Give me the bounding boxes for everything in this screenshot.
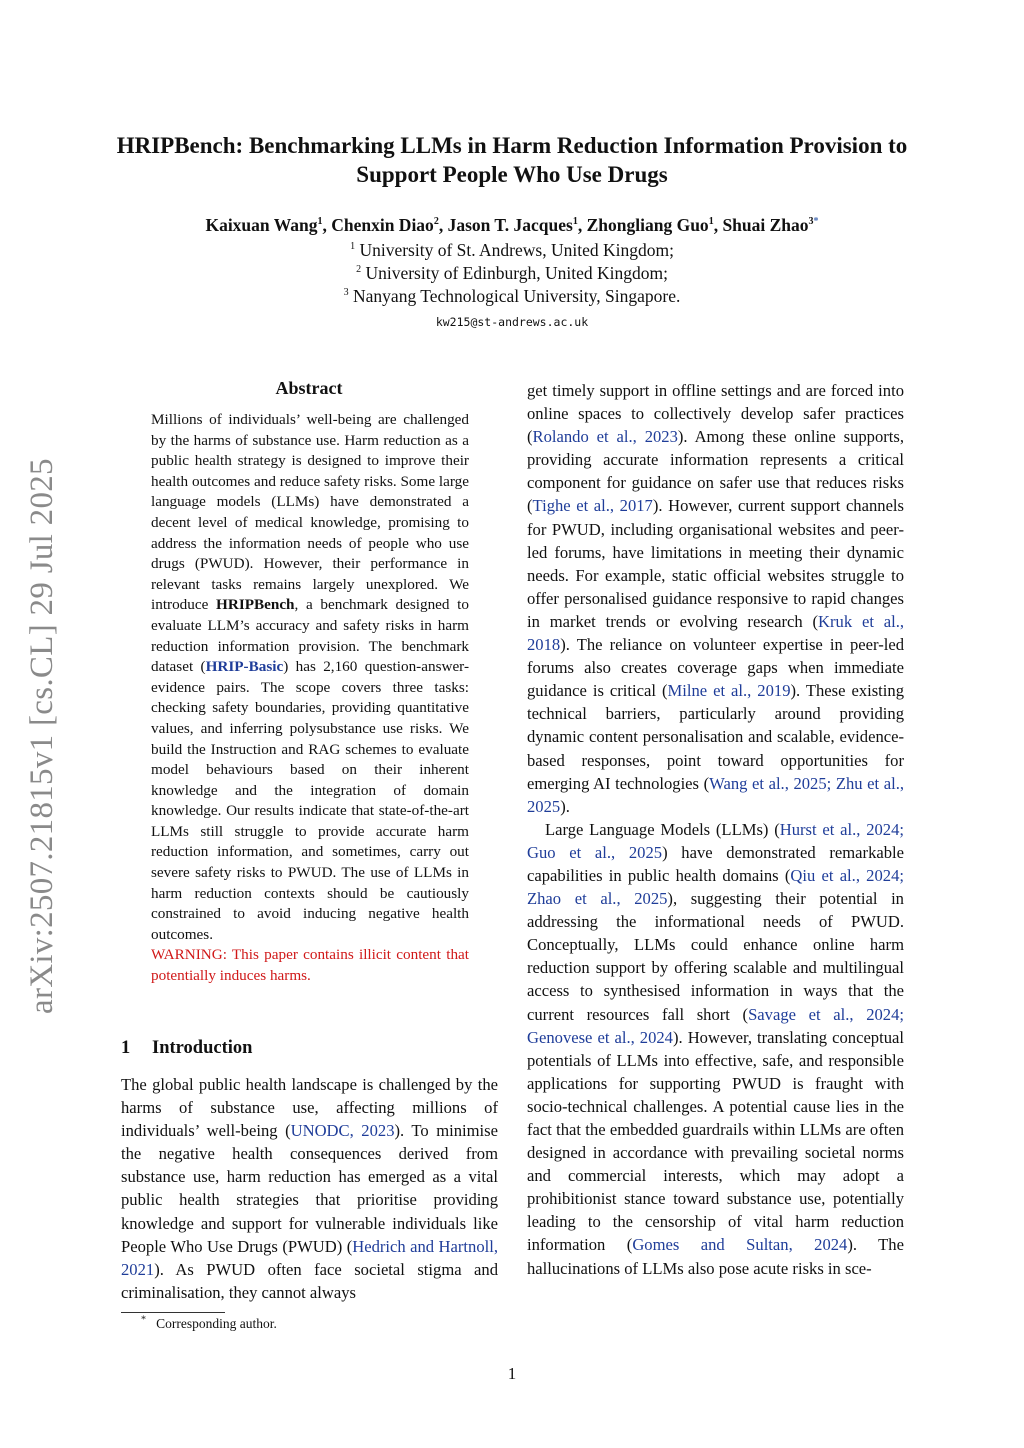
affiliation-mark: 3 — [343, 287, 349, 299]
abstract-text: ) has 2,160 question-answer-evidence pairs. The scope covers three tasks: checking safety boundaries, providing quantitative values, and inferring polysubstance use risks. We build the Instruction and RAG schemes to evaluate model behaviours based on their inherent knowledge and the integration of domain knowledge. Our results indicate that state-of-the-art LLMs still struggle to provide accurate harm reduction information, and sometimes, carry out severe safety risks to PWUD. The use of LLMs in harm reduction contexts should be cautiously constrained to avoid inducing negative health outcomes. — [151, 658, 469, 943]
arxiv-stamp: arXiv:2507.21815v1 [cs.CL] 29 Jul 2025 — [24, 458, 60, 1014]
affiliation-text: Nanyang Technological University, Singapore. — [353, 286, 681, 306]
affiliation-list — [80, 239, 944, 308]
section-number: 1 — [121, 1038, 131, 1058]
benchmark-name: HRIPBench — [216, 596, 295, 614]
paragraph-text: ). Among these online supports, providing accurate information represents a critical component for guidance on safer use that reduces risks ( — [527, 427, 904, 516]
author-name: Kaixuan Wang — [205, 215, 318, 235]
footnote-mark: * — [141, 1314, 146, 1326]
citation-link[interactable]: Gomes and Sultan, 2024 — [632, 1235, 848, 1255]
citation-link[interactable]: Rolando et al., 2023 — [532, 427, 678, 447]
affiliation — [80, 262, 944, 285]
paragraph-text: get timely support in offline settings and are forced into online spaces to collectively develop safer practices ( — [527, 381, 904, 447]
paragraph-text: ). The hallucinations of LLMs also pose acute risks in sce- — [527, 1235, 904, 1278]
section-title: Introduction — [152, 1038, 253, 1058]
paragraph-text: ). However, translating conceptual potentials of LLMs into effective, safe, and responsible applications for supporting PWUD is fraught with socio-technical challenges. A potential cause lies in the fact that the embedded guardrails within LLMs are often designed in accordance with prevailing societal norms and commercial interests, which may adopt a prohibitionist stance toward substance use, potentially leading to the censorship of vital harm reduction information ( — [527, 1027, 904, 1255]
paragraph-text: ). However, current support channels for PWUD, including organisational websites and peer-led forums, have limitations in meeting their dynamic needs. For example, static official websites struggle to offer personalised guidance responsive to rapid changes in market trends or evolving research ( — [527, 496, 904, 631]
abstract-body — [151, 410, 469, 987]
paragraph-text: ). As PWUD often face societal stigma and criminalisation, they cannot always — [121, 1259, 498, 1302]
body-paragraph — [527, 818, 904, 1280]
corresponding-mark: * — [813, 216, 819, 228]
affiliation-text: University of St. Andrews, United Kingdom; — [359, 240, 674, 260]
section-heading — [121, 1038, 252, 1059]
author-affil-mark: 1 — [317, 216, 323, 228]
footnote-rule — [121, 1312, 225, 1313]
paragraph-text: ). The reliance on volunteer expertise in peer-led forums also creates coverage gaps when immediate guidance is critical ( — [527, 635, 904, 701]
intro-paragraph — [121, 1073, 498, 1304]
footnote-text: Corresponding author. — [156, 1316, 277, 1331]
affiliation — [80, 239, 944, 262]
paragraph-text: ). These existing technical barriers, particularly around providing dynamic content personalisation and scalable, evidence-based responses, point toward opportunities for emerging AI technologies ( — [527, 681, 904, 793]
affiliation-text: University of Edinburgh, United Kingdom; — [365, 263, 668, 283]
right-column — [527, 379, 904, 1280]
page-number: 1 — [507, 1364, 517, 1383]
paragraph-text: ). — [560, 796, 570, 816]
footnote — [141, 1316, 277, 1332]
abstract-heading: Abstract — [275, 378, 343, 398]
dataset-link[interactable]: HRIP-Basic — [205, 658, 284, 676]
citation-link[interactable]: Kruk et al., 2018 — [527, 611, 905, 655]
paragraph-text: ) have demonstrated remarkable capabilities in public health domains ( — [527, 842, 904, 885]
author-list: Kaixuan Wang$^1$, Chenxin Diao$^2$, Jason T. Jacques$^1$, Zhongliang Guo$^1$, Shuai Zhao$^{3*}$ — [205, 215, 819, 235]
affiliation-mark: 1 — [350, 241, 356, 253]
author-affil-mark: 1 — [708, 216, 714, 228]
author-name: Zhongliang Guo — [586, 215, 709, 235]
citation-link[interactable]: Hurst et al., 2024; Guo et al., 2025 — [527, 819, 904, 862]
author-name: Shuai Zhao — [722, 215, 809, 235]
paragraph-text: The global public health landscape is challenged by the harms of substance use, affecting millions of individuals’ well-being ( — [121, 1075, 498, 1141]
paragraph-text: ). To minimise the negative health consequences derived from substance use, harm reduction has emerged as a vital public health strategies that prioritise providing knowledge and support for vulnerable individuals like People Who Use Drugs (PWUD) ( — [121, 1121, 498, 1256]
affiliation-mark: 2 — [356, 264, 362, 276]
paragraph-text: Large Language Models (LLMs) ( — [545, 819, 780, 839]
citation-link[interactable]: UNODC, 2023 — [290, 1121, 395, 1141]
paper-title: HRIPBench: Benchmarking LLMs in Harm Reduction Information Provision to Support People Who Use Drugs — [116, 133, 908, 187]
author-name: Jason T. Jacques — [447, 215, 573, 235]
author-affil-mark: 1 — [572, 216, 578, 228]
citation-link[interactable]: Hedrich and Hartnoll, 2021 — [121, 1236, 498, 1279]
author-name: Chenxin Diao — [331, 215, 434, 235]
contact-email[interactable]: kw215@st-andrews.ac.uk — [435, 315, 589, 329]
citation-link[interactable]: Qiu et al., 2024; Zhao et al., 2025 — [527, 865, 904, 909]
citation-link[interactable]: Wang et al., 2025; Zhu et al., 2025 — [527, 773, 904, 816]
warning-note: WARNING: This paper contains illicit content that potentially induces harms. — [151, 946, 469, 985]
abstract-text: , a benchmark designed to evaluate LLM’s accuracy and safety risks in harm reduction information provision. The benchmark dataset ( — [151, 596, 469, 676]
author-affil-mark: 2 — [433, 216, 439, 228]
author-affil-mark: 3 — [808, 216, 814, 228]
paragraph-text: ), suggesting their potential in addressing the informational needs of PWUD. Conceptually, LLMs could enhance online harm reduction support by offering scalable and multilingual access to synthesised information in ways that the current resources fall short ( — [527, 889, 904, 1024]
citation-link[interactable]: Milne et al., 2019 — [667, 681, 791, 701]
citation-link[interactable]: Tighe et al., 2017 — [532, 496, 653, 516]
citation-link[interactable]: Savage et al., 2024; Genovese et al., 2024 — [527, 1004, 904, 1047]
body-paragraph — [527, 379, 904, 818]
abstract-text: Millions of individuals’ well-being are challenged by the harms of substance use. Harm reduction as a public health strategy is designed to improve their health outcomes and reduce safety risks. Some large language models (LLMs) have demonstrated a decent level of medical knowledge, promising to address the information needs of people who use drugs (PWUD). However, their performance in relevant tasks remains largely unexplored. We introduce — [151, 411, 469, 614]
affiliation — [80, 285, 944, 308]
